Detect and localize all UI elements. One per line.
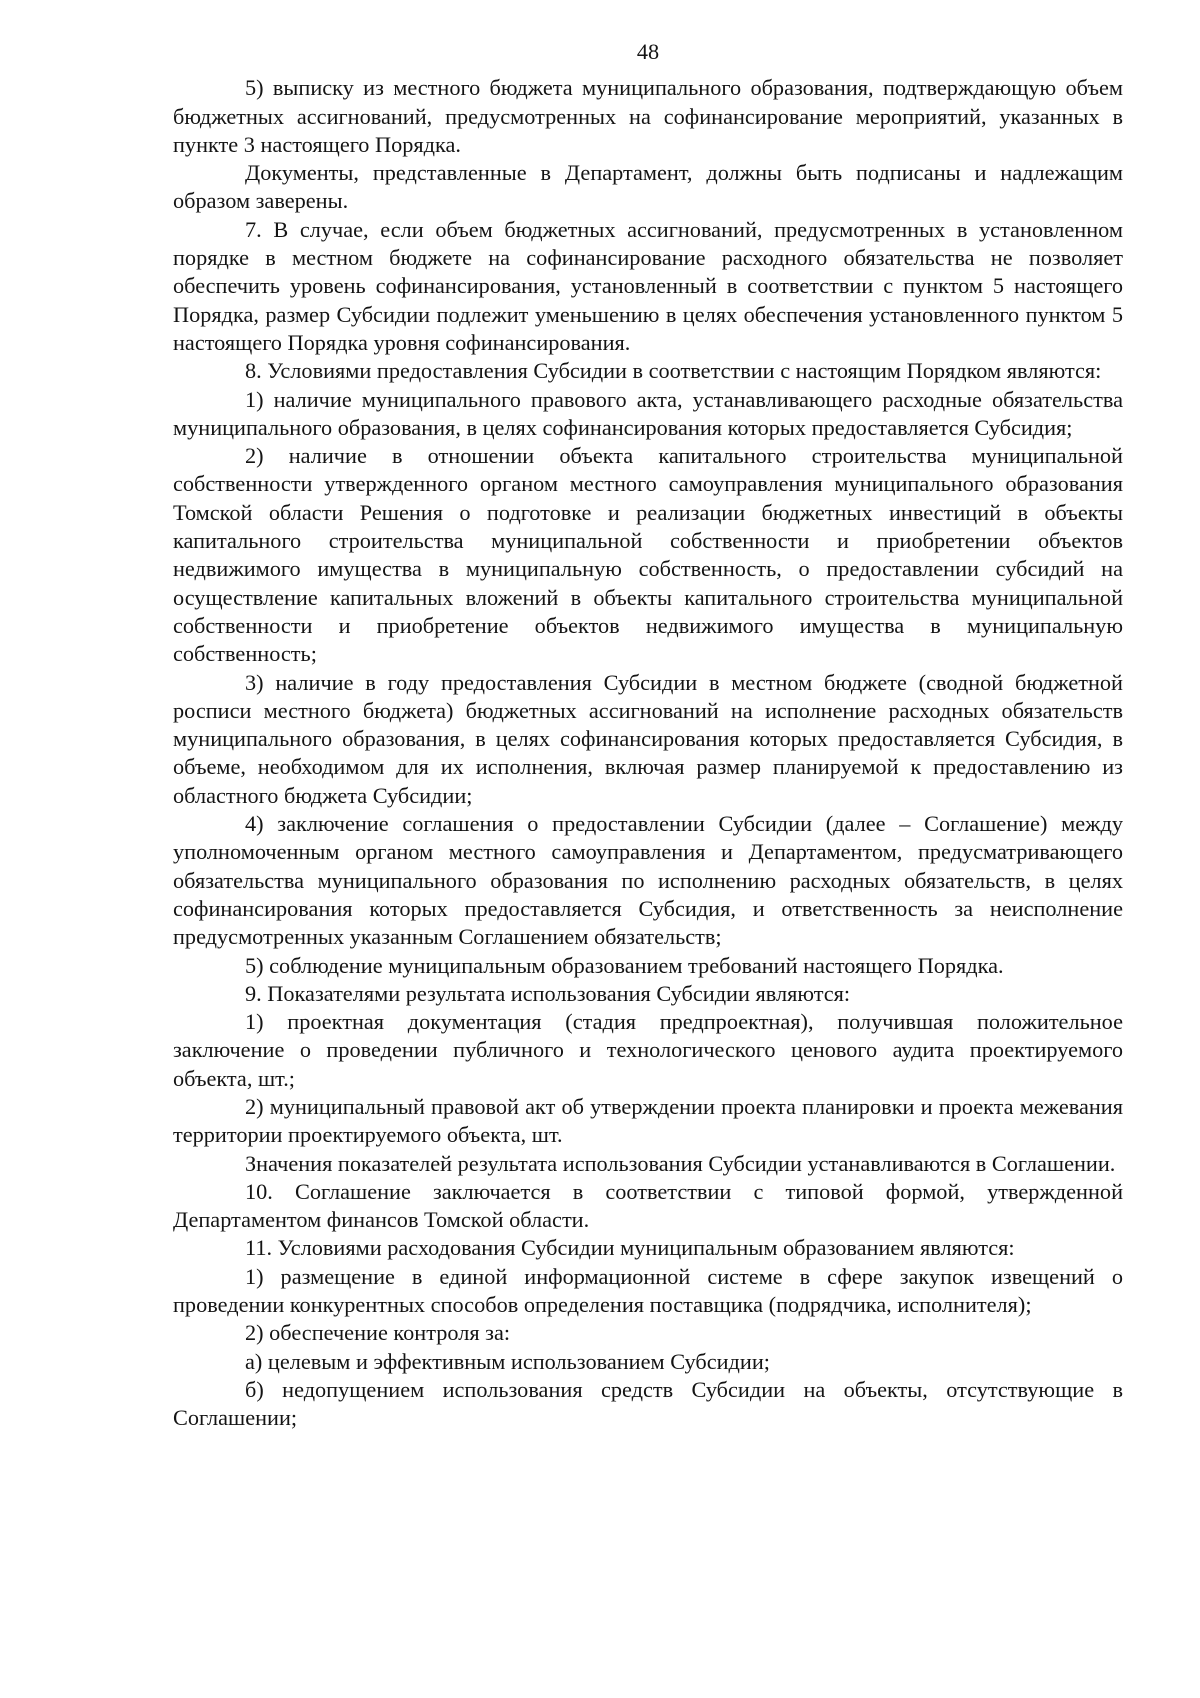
paragraph-indicator-values: Значения показателей результата использования Субсидии устанавливаются в Соглашении. bbox=[245, 1150, 1116, 1176]
paragraph-clause-11: 11. Условиями расходования Субсидии муниципальным образованием являются: bbox=[245, 1235, 1015, 1261]
paragraph-clause-9-item-2: 2) муниципальный правовой акт об утверждении проекта планировки и проекта межевания территории проектируемого объекта, шт. bbox=[173, 1093, 1123, 1148]
paragraph-clause-8-item-5: 5) соблюдение муниципальным образованием требований настоящего Порядка. bbox=[245, 952, 1004, 978]
paragraph-clause-10: 10. Соглашение заключается в соответствии с типовой формой, утвержденной Департаментом финансов Томской области. bbox=[173, 1178, 1123, 1233]
paragraph-clause-11-item-2b: б) недопущением использования средств Субсидии на объекты, отсутствующие в Соглашении; bbox=[173, 1376, 1123, 1431]
paragraph-clause-8: 8. Условиями предоставления Субсидии в соответствии с настоящим Порядком являются: bbox=[245, 358, 1102, 384]
paragraph-clause-8-item-2: 2) наличие в отношении объекта капитального строительства муниципальной собственности утвержденного органом местного самоуправления муниципального образования Томской области Решения о подготовке и реализации бюджетных инвестиций в объекты капитального строительства муниципальной собственности и приобретении объектов недвижимого имущества в муниципальную собственность, о предоставлении субсидий на осуществление капитальных вложений в объекты капитального строительства муниципальной собственности и приобретение объектов недвижимого имущества в муниципальную собственность; bbox=[173, 443, 1123, 667]
document-page bbox=[173, 38, 1123, 1433]
page-number: 48 bbox=[636, 39, 660, 64]
paragraph-item-5-extract: 5) выписку из местного бюджета муниципального образования, подтверждающую объем бюджетных ассигнований, предусмотренных на софинансирование мероприятий, указанных в пункте 3 настоящего Порядка. bbox=[173, 75, 1123, 157]
paragraph-clause-11-item-2: 2) обеспечение контроля за: bbox=[245, 1320, 511, 1346]
paragraph-clause-11-item-1: 1) размещение в единой информационной системе в сфере закупок извещений о проведении конкурентных способов определения поставщика (подрядчика, исполнителя); bbox=[173, 1263, 1123, 1318]
paragraph-clause-9: 9. Показателями результата использования Субсидии являются: bbox=[245, 980, 851, 1006]
paragraph-clause-8-item-1: 1) наличие муниципального правового акта, устанавливающего расходные обязательства муниципального образования, в целях софинансирования которых предоставляется Субсидия; bbox=[173, 386, 1123, 440]
paragraph-clause-9-item-1: 1) проектная документация (стадия предпроектная), получившая положительное заключение о проведении публичного и технологического ценового аудита проектируемого объекта, шт.; bbox=[173, 1009, 1123, 1091]
paragraph-clause-8-item-3: 3) наличие в году предоставления Субсидии в местном бюджете (сводной бюджетной росписи местного бюджета) бюджетных ассигнований на исполнение расходных обязательств муниципального образования, в целях софинансирования которых предоставляется Субсидия, в объеме, необходимом для их исполнения, включая размер планируемой к предоставлению из областного бюджета Субсидии; bbox=[173, 669, 1123, 808]
paragraph-clause-11-item-2a: а) целевым и эффективным использованием Субсидии; bbox=[245, 1348, 770, 1374]
paragraph-clause-7: 7. В случае, если объем бюджетных ассигнований, предусмотренных в установленном порядке в местном бюджете на софинансирование расходного обязательства не позволяет обеспечить уровень софинансирования, установленный в соответствии с пунктом 5 настоящего Порядка, размер Субсидии подлежит уменьшению в целях обеспечения установленного пунктом 5 настоящего Порядка уровня софинансирования. bbox=[173, 216, 1123, 355]
paragraph-clause-8-item-4: 4) заключение соглашения о предоставлении Субсидии (далее – Соглашение) между уполномоченным органом местного самоуправления и Департаментом, предусматривающего обязательства муниципального образования по исполнению расходных обязательств, в целях софинансирования которых предоставляется Субсидия, и ответственность за неисполнение предусмотренных указанным Соглашением обязательств; bbox=[173, 811, 1123, 950]
paragraph-documents-signed: Документы, представленные в Департамент, должны быть подписаны и надлежащим образом заверены. bbox=[173, 160, 1123, 214]
